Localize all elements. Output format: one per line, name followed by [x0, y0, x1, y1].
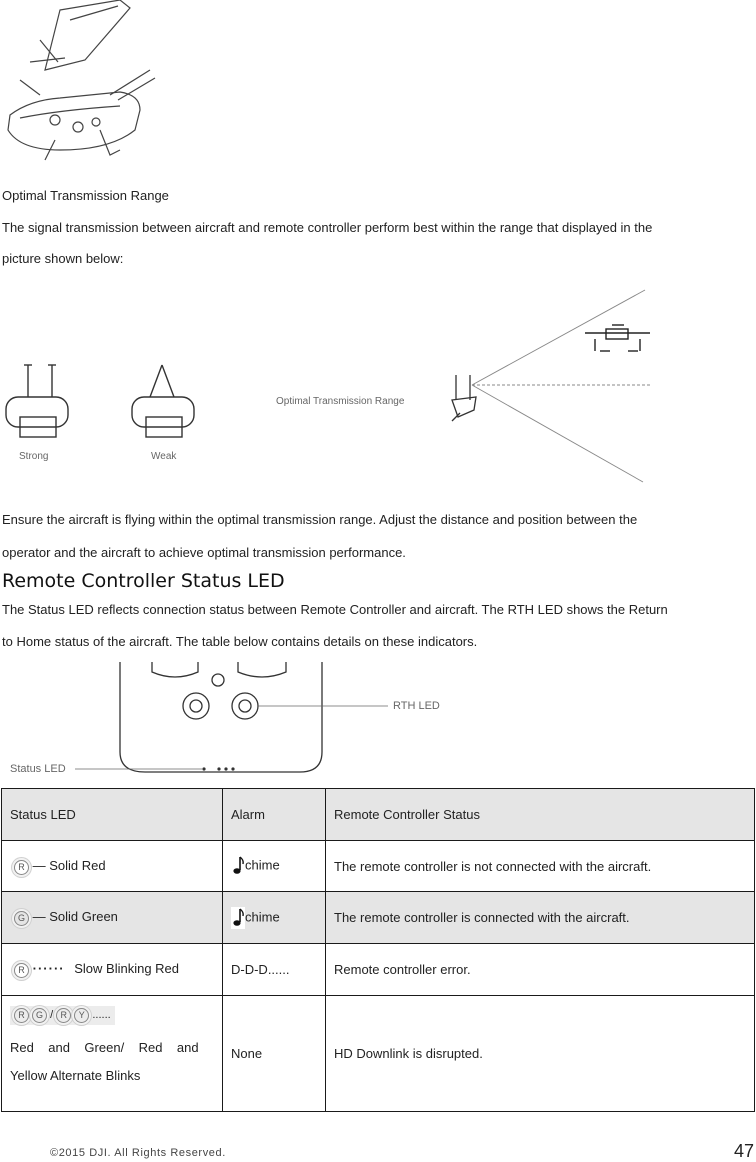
table-row	[2, 892, 755, 944]
controller-led-diagram	[0, 662, 460, 784]
led-status: Slow Blinking Red	[74, 961, 180, 976]
table-header-row	[2, 789, 755, 841]
page-number: 47	[734, 1141, 755, 1161]
slash-separator: /	[50, 1009, 54, 1021]
table-header: Alarm	[223, 789, 326, 841]
paragraph-line: Ensure the aircraft is flying within the optimal transmission range. Adjust the distance and position between the	[2, 512, 638, 527]
table-header: Status LED	[2, 789, 223, 841]
led-status: Red and Green/ Red and	[10, 1040, 199, 1055]
rc-status: Remote controller error.	[326, 944, 755, 996]
drone-icon	[585, 325, 650, 351]
table-row	[2, 996, 755, 1112]
led-status: Solid Red	[49, 857, 106, 873]
alarm-text: chime	[245, 857, 280, 873]
alternating-led-icons	[10, 1006, 115, 1025]
remote-controller-illustration	[0, 0, 170, 165]
controller-with-antennas-icon	[452, 375, 476, 421]
weak-controller-icon	[132, 365, 194, 437]
strong-label: Strong	[19, 451, 49, 462]
table-row	[2, 841, 755, 892]
status-led-table	[1, 788, 755, 1112]
rc-status: The remote controller is connected with the aircraft.	[326, 892, 755, 944]
strong-controller-icon	[6, 365, 68, 437]
weak-label: Weak	[151, 451, 177, 462]
red-led-icon: R	[14, 1008, 29, 1023]
green-led-icon: G	[14, 911, 29, 926]
copyright: ©2015 DJI. All Rights Reserved.	[50, 1147, 226, 1159]
rc-status: HD Downlink is disrupted.	[326, 996, 755, 1112]
transmission-cone	[472, 290, 650, 482]
led-status: Solid Green	[49, 909, 118, 924]
led-pattern: —	[32, 909, 46, 924]
paragraph-line: picture shown below:	[2, 251, 124, 266]
status-led-heading: Remote Controller Status LED	[2, 570, 285, 592]
music-note-icon	[231, 855, 245, 877]
table-header: Remote Controller Status	[326, 789, 755, 841]
table-row	[2, 944, 755, 996]
rc-status: The remote controller is not connected with the aircraft.	[326, 841, 755, 892]
paragraph-line: The signal transmission between aircraft and remote controller perform best within the range that displayed in the	[2, 220, 653, 235]
paragraph-line: operator and the aircraft to achieve optimal transmission performance.	[2, 545, 406, 560]
led-status: Yellow Alternate Blinks	[10, 1068, 141, 1083]
alarm-text: None	[223, 996, 326, 1112]
paragraph-line: The Status LED reflects connection status between Remote Controller and aircraft. The RTH LED shows the Return	[2, 602, 668, 617]
led-pattern: ......	[92, 1009, 111, 1021]
music-note-icon	[231, 907, 245, 929]
signal-strength-diagram	[0, 285, 756, 485]
led-pattern: —	[32, 857, 46, 873]
rth-led-callout: RTH LED	[393, 700, 440, 712]
alarm-text: chime	[245, 908, 280, 924]
red-led-icon: R	[56, 1008, 71, 1023]
red-led-icon: R	[14, 963, 29, 978]
led-pattern: ······	[32, 961, 65, 976]
green-led-icon: G	[32, 1008, 47, 1023]
paragraph-line: to Home status of the aircraft. The table below contains details on these indicators.	[2, 634, 478, 649]
range-label: Optimal Transmission Range	[276, 396, 405, 407]
yellow-led-icon: Y	[74, 1008, 89, 1023]
red-led-icon: R	[14, 860, 29, 875]
status-led-callout: Status LED	[10, 763, 66, 775]
alarm-text: D-D-D......	[223, 944, 326, 996]
optimal-range-subheading: Optimal Transmission Range	[2, 188, 169, 203]
